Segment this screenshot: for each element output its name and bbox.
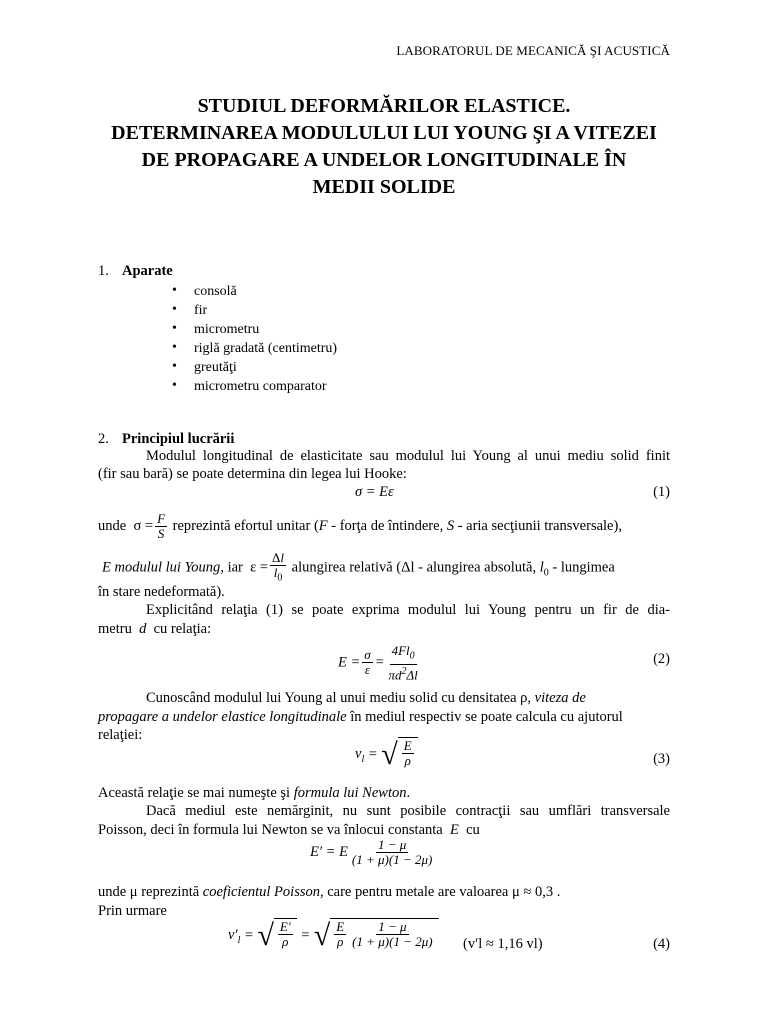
list-item: • micrometru: [172, 320, 337, 339]
title-line-2: DETERMINAREA MODULULUI LUI YOUNG ŞI A VITEZEI: [111, 122, 657, 144]
paragraph-line: propagare a undelor elastice longitudinale în mediul respectiv se poate calcula cu ajutorul: [98, 709, 623, 725]
paragraph-line: Cunoscând modulul lui Young al unui mediu solid cu densitatea ρ, viteza de: [146, 690, 586, 706]
fraction-F-over-S: $\frac{F}{S}$: [157, 511, 166, 541]
equation-number: (1): [653, 484, 670, 500]
paragraph-line: Poisson, deci în formula lui Newton se va înlocui constanta E cu: [98, 822, 480, 838]
paragraph-line: în stare nedeformată).: [98, 584, 225, 600]
paragraph-line: unde μ reprezintă coeficientul Poisson, care pentru metale are valoarea μ ≈ 0,3 .: [98, 884, 561, 900]
paragraph-line: Prin urmare: [98, 903, 167, 919]
equation-3: $v_l$ = √ $\frac{E}{\rho}$: [355, 737, 418, 773]
definition-line: unde σ = $\frac{F}{S}$ reprezintă efortul unitar (F - forţa de întindere, S - aria secţiunii transversale),: [98, 511, 622, 541]
title-line-1: STUDIUL DEFORMĂRILOR ELASTICE.: [197, 95, 571, 117]
velocity-approximation: (v′l ≈ 1,16 vl): [463, 936, 543, 952]
paragraph-line: metru d cu relaţia:: [98, 621, 212, 637]
equation-4: $v'_l$ = √ $\frac{E'}{\rho}$ = √ $\frac{E}{\rho}$ $\frac{1 - \mu}{(1 + \mu)(1 - 2\mu)}$: [228, 918, 439, 954]
list-item: • consolă: [172, 282, 337, 301]
title-line-4: MEDII SOLIDE: [312, 176, 456, 198]
equipment-list: [172, 282, 337, 396]
paragraph-line: (fir sau bară) se poate determina din legea lui Hooke:: [98, 466, 407, 482]
equation-number: (2): [653, 651, 670, 667]
paragraph-line: relaţiei:: [98, 727, 143, 743]
equation-E-prime: E′ = E $\frac{1 - \mu}{(1 + \mu)(1 - 2\mu)}$: [310, 837, 433, 867]
running-header: LABORATORUL DE MECANICĂ ŞI ACUSTICĂ: [396, 43, 670, 58]
title-line-3: DE PROPAGARE A UNDELOR LONGITUDINALE ÎN: [141, 149, 627, 171]
paragraph-line: Dacă mediul este nemărginit, nu sunt posibile contracţii sau umflări transversale: [146, 803, 670, 819]
equation-number: (4): [653, 936, 670, 952]
equation-number: (3): [653, 751, 670, 767]
list-item: • riglă gradată (centimetru): [172, 339, 337, 358]
paragraph-line: Această relaţie se mai numeşte şi formula lui Newton.: [98, 785, 411, 801]
list-item: • micrometru comparator: [172, 377, 337, 396]
equation-1: σ = Eε: [355, 484, 394, 500]
paragraph-line: Modulul longitudinal de elasticitate sau modulul lui Young al unui mediu solid finit: [146, 448, 670, 464]
fraction-strain: $\frac{\Delta l}{l_0}$: [272, 550, 285, 584]
document-title: [60, 93, 708, 201]
list-item: • greutăţi: [172, 358, 337, 377]
paragraph-line: Explicitând relaţia (1) se poate exprima modulul lui Young pentru un fir de dia-: [146, 602, 670, 618]
definition-line: E modulul lui Young, iar ε = $\frac{\Delta l}{l_0}$ alungirea relativă (Δl - alungirea absolută, $l_0$ - lungimea: [102, 550, 615, 584]
equation-2: E = $\frac{\sigma}{\varepsilon}$ = $\frac{4Fl_0}{\pi d^2\Delta l}$: [338, 643, 418, 682]
list-item: • fir: [172, 301, 337, 320]
section-2-heading: 2. Principiul lucrării: [98, 431, 235, 447]
section-1-heading: 1. Aparate: [98, 263, 173, 279]
